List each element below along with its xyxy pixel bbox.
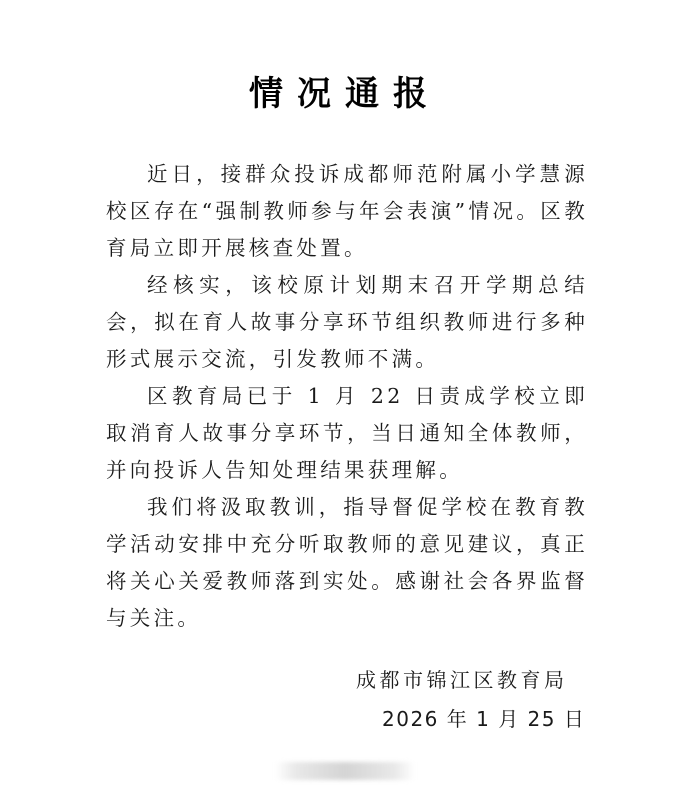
- paragraph-verification: 经核实，该校原计划期末召开学期总结会，拟在育人故事分享环节组织教师进行多种形式展示交流，引发教师不满。: [106, 273, 588, 371]
- document-title: 情况通报: [249, 74, 441, 114]
- issuer-signature: 成都市锦江区教育局: [356, 668, 568, 692]
- paragraph-complaint: 近日，接群众投诉成都师范附属小学慧源校区存在“强制教师参与年会表演”情况。区教育局立即开展核查处置。: [106, 162, 588, 260]
- paragraph-action: 区教育局已于 1 月 22 日责成学校立即取消育人故事分享环节，当日通知全体教师，并向投诉人告知处理结果获理解。: [106, 384, 588, 482]
- paragraph-commitment: 我们将汲取教训，指导督促学校在教育教学活动安排中充分听取教师的意见建议，真正将关心关爱教师落到实处。感谢社会各界监督与关注。: [106, 495, 588, 630]
- issue-date: 2026 年 1 月 25 日: [382, 707, 586, 731]
- blurred-watermark: [275, 762, 415, 780]
- document-body: [106, 156, 588, 637]
